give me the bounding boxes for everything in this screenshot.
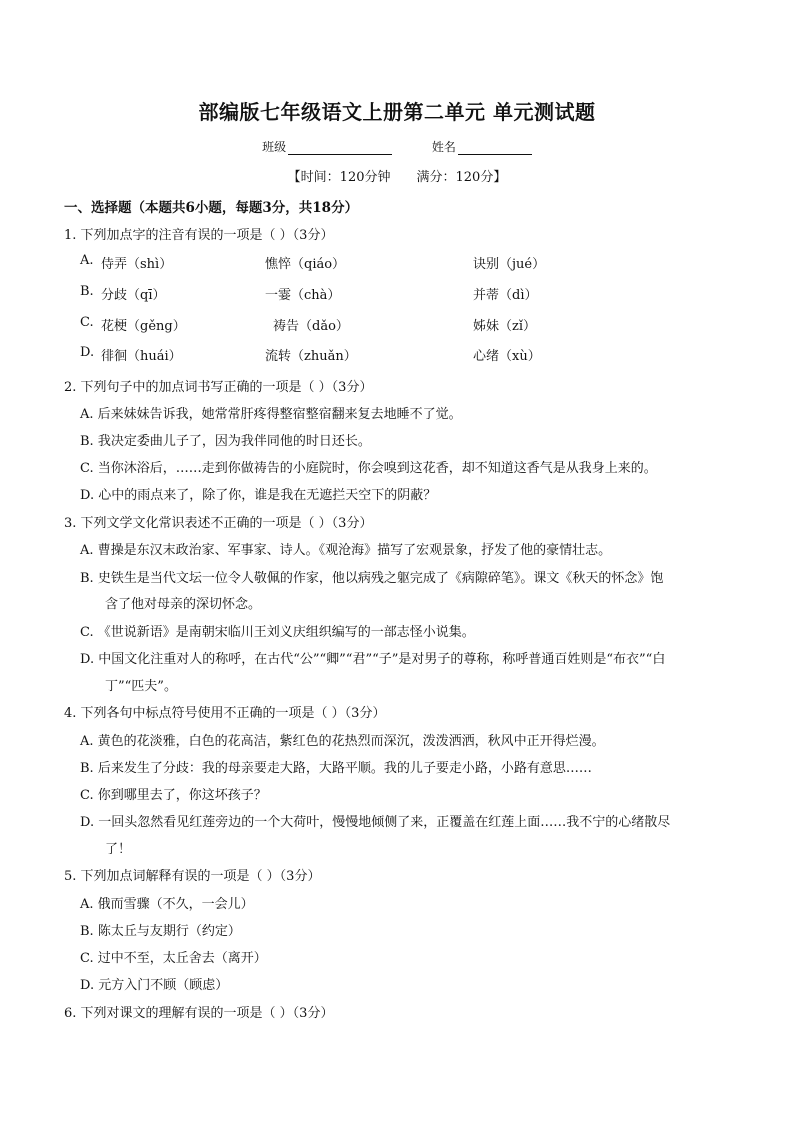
class-label: 班级 — [262, 140, 287, 154]
question-5-stem: 5. 下列加点词解释有误的一项是（ ）（3分） — [64, 869, 321, 884]
q1-option-a-item1: 侍弄（shì） — [101, 257, 173, 272]
q2-option-c: C. 当你沐浴后，……走到你做祷告的小庭院时，你会嗅到这花香，却不知道这香气是从我身上来的。 — [80, 461, 657, 476]
page-title: 部编版七年级语文上册第二单元 单元测试题 — [198, 100, 596, 124]
q2-option-b: B. 我决定委曲儿子了，因为我伴同他的时日还长。 — [80, 434, 371, 449]
question-2-stem: 2. 下列句子中的加点词书写正确的一项是（ ）（3分） — [64, 380, 373, 395]
q1-option-d-item1: 徘徊（huái） — [101, 349, 182, 364]
q3-option-c: C. 《世说新语》是南朝宋临川王刘义庆组织编写的一部志怪小说集。 — [80, 625, 475, 640]
q1-option-b-letter: B. — [80, 284, 94, 299]
exam-meta-line — [0, 166, 794, 185]
q1-option-d-item3: 心绪（xù） — [473, 349, 541, 364]
q3-option-a: A. 曹操是东汉末政治家、军事家、诗人。《观沧海》描写了宏观景象，抒发了他的豪情壮志。 — [80, 543, 612, 558]
q1-option-a-letter: A. — [80, 253, 94, 268]
student-info-line — [0, 138, 794, 155]
q4-option-d-line2: 了！ — [105, 842, 132, 857]
score-info: 满分：120分】 — [416, 170, 507, 185]
time-info: 【时间：120分钟 — [287, 170, 391, 185]
q1-option-b-item3: 并蒂（dì） — [473, 288, 538, 303]
q1-option-b-item2: 一霎（chà） — [265, 288, 341, 303]
q3-option-d-line2: 丁”“匹夫”。 — [105, 679, 177, 694]
q1-option-c-item3: 姊妹（zǐ） — [473, 319, 537, 334]
q5-option-b: B. 陈太丘与友期行（约定） — [80, 924, 241, 939]
class-blank — [288, 142, 392, 155]
q1-option-a-item2: 憔悴（qiáo） — [265, 257, 346, 272]
q1-option-c-item2: 祷告（dǎo） — [273, 319, 349, 334]
q1-option-d-item2: 流转（zhuǎn） — [265, 349, 357, 364]
q4-option-a: A. 黄色的花淡雅，白色的花高洁，紫红色的花热烈而深沉，泼泼洒洒，秋风中正开得烂漫。 — [80, 734, 605, 749]
name-blank — [458, 142, 532, 155]
q1-option-c-item1: 花梗（gěng） — [101, 319, 186, 334]
q1-option-c-letter: C. — [80, 315, 94, 330]
question-1-stem: 1. 下列加点字的注音有误的一项是（ ）（3分） — [64, 228, 334, 243]
q3-option-b-line2: 含了他对母亲的深切怀念。 — [105, 597, 262, 612]
q1-option-b-item1: 分歧（qī） — [101, 288, 166, 303]
q4-option-d-line1: D. 一回头忽然看见红莲旁边的一个大荷叶，慢慢地倾侧了来，正覆盖在红莲上面……我不宁的心绪散尽 — [80, 815, 671, 830]
q2-option-d: D. 心中的雨点来了，除了你，谁是我在无遮拦天空下的阴蔽？ — [80, 488, 437, 503]
question-6-stem: 6. 下列对课文的理解有误的一项是（ ）（3分） — [64, 1006, 334, 1021]
q4-option-b: B. 后来发生了分歧：我的母亲要走大路，大路平顺。我的儿子要走小路，小路有意思…… — [80, 761, 592, 776]
q5-option-d: D. 元方入门不顾（顾虑） — [80, 978, 229, 993]
q1-option-a-item3: 诀别（jué） — [473, 257, 546, 272]
q5-option-c: C. 过中不至，太丘舍去（离开） — [80, 951, 267, 966]
q4-option-c: C. 你到哪里去了，你这坏孩子？ — [80, 788, 267, 803]
question-3-stem: 3. 下列文学文化常识表述不正确的一项是（ ）（3分） — [64, 516, 373, 531]
section-heading: 一、选择题（本题共6小题，每题3分，共18分） — [64, 200, 359, 216]
question-4-stem: 4. 下列各句中标点符号使用不正确的一项是（ ）（3分） — [64, 706, 386, 721]
q3-option-d-line1: D. 中国文化注重对人的称呼，在古代“公”“卿”“君”“子”是对男子的尊称，称呼普通百姓则是“布衣”“白 — [80, 652, 666, 667]
q3-option-b-line1: B. 史铁生是当代文坛一位令人敬佩的作家，他以病残之躯完成了《病隙碎笔》。课文《秋天的怀念》饱 — [80, 571, 664, 586]
q2-option-a: A. 后来妹妹告诉我，她常常肝疼得整宿整宿翻来复去地睡不了觉。 — [80, 407, 462, 422]
q1-option-d-letter: D. — [80, 345, 95, 360]
name-label: 姓名 — [431, 140, 456, 154]
q5-option-a: A. 俄而雪骤（不久，一会儿） — [80, 897, 254, 912]
